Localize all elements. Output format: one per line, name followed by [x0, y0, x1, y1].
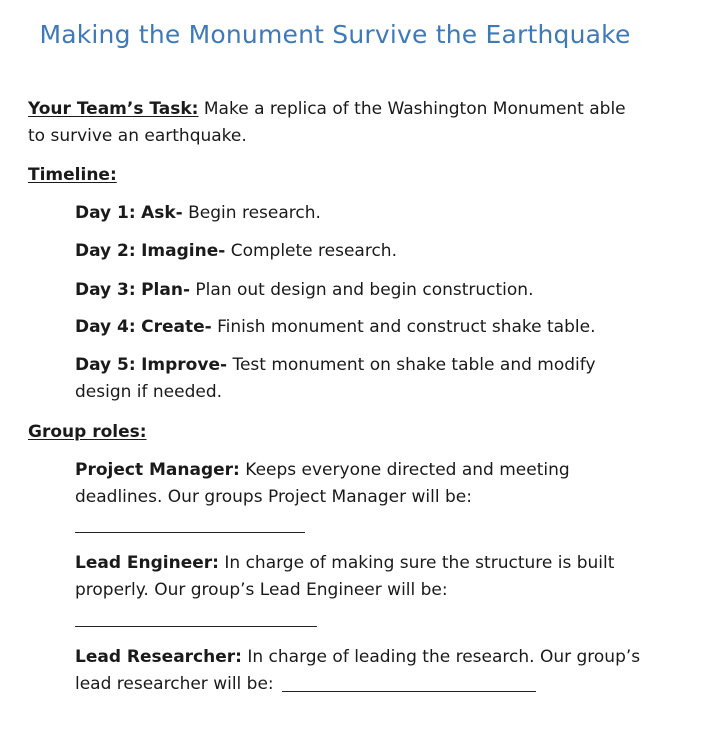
task-section — [28, 96, 626, 150]
role-description: Keeps everyone directed and meeting — [245, 460, 570, 480]
timeline-heading: Timeline: — [28, 165, 117, 185]
day-description: Finish monument and construct shake table. — [217, 317, 596, 337]
day-description: Begin research. — [188, 203, 321, 223]
day-phase: Ask- — [141, 203, 183, 223]
role-lead-researcher — [75, 644, 640, 698]
group-roles-heading: Group roles: — [28, 422, 147, 442]
role-title: Lead Engineer: — [75, 553, 219, 573]
role-title: Project Manager: — [75, 460, 240, 480]
day-label: Day 5: — [75, 355, 136, 375]
project-manager-name-blank[interactable] — [75, 532, 305, 533]
role-project-manager — [75, 457, 570, 511]
role-lead-engineer — [75, 550, 614, 604]
role-description-line2: properly. Our group’s Lead Engineer will be: — [75, 580, 448, 600]
timeline-day-2 — [75, 238, 397, 265]
day-label: Day 2: — [75, 241, 136, 261]
timeline-day-4 — [75, 314, 595, 341]
day-phase: Improve- — [141, 355, 228, 375]
timeline-day-5 — [75, 352, 596, 406]
task-label: Your Team’s Task: — [28, 99, 199, 119]
timeline-day-3 — [75, 277, 534, 304]
task-text-line1: Make a replica of the Washington Monument able — [203, 99, 626, 119]
day-description-line2: design if needed. — [75, 382, 223, 402]
day-description: Test monument on shake table and modify — [232, 355, 596, 375]
timeline-day-1 — [75, 200, 321, 227]
day-phase: Imagine- — [141, 241, 226, 261]
role-description: In charge of making sure the structure is built — [224, 553, 615, 573]
role-description: In charge of leading the research. Our group’s — [247, 647, 641, 667]
lead-engineer-name-blank[interactable] — [75, 626, 317, 627]
day-label: Day 3: — [75, 280, 136, 300]
day-label: Day 4: — [75, 317, 136, 337]
day-description: Complete research. — [230, 241, 397, 261]
day-phase: Plan- — [141, 280, 191, 300]
day-label: Day 1: — [75, 203, 136, 223]
day-description: Plan out design and begin construction. — [195, 280, 534, 300]
task-text-line2: to survive an earthquake. — [28, 126, 247, 146]
role-description-line2: deadlines. Our groups Project Manager will be: — [75, 487, 472, 507]
day-phase: Create- — [141, 317, 212, 337]
role-description-line2: lead researcher will be: — [75, 674, 274, 694]
role-title: Lead Researcher: — [75, 647, 242, 667]
page-title: Making the Monument Survive the Earthquake — [39, 20, 631, 49]
lead-researcher-name-blank[interactable] — [282, 691, 536, 692]
